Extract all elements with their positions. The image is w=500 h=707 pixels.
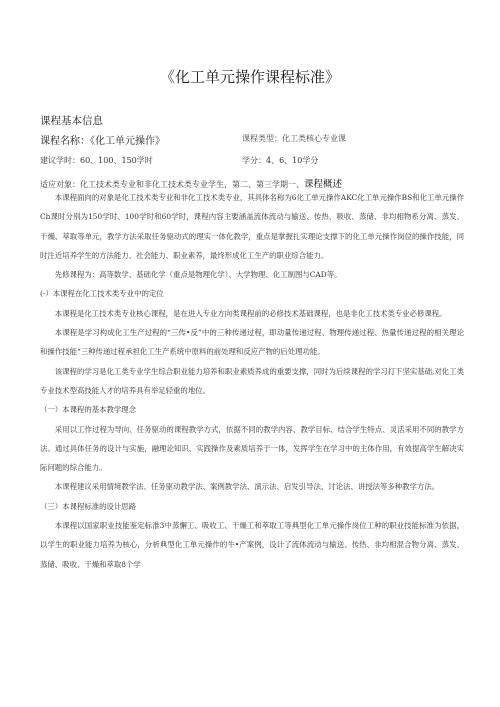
section-heading: 课程基本信息: [40, 115, 103, 127]
course-type: 课程类型：化工类核心专业课: [242, 134, 346, 143]
paragraph: 本课程以国家职业技能鉴定标准3中蒸懈工、吸收工、干燥工和萃取工等典型化工单元操作岗位工种的职业技能标准为依据，以学生的职业能力培养为核心，分析典型化工单元操作的牛•产案例，设计了流体流动与输送、传热、非均相混合物分离、蒸发、蒸储、吸收、干燥和萃取8个学: [40, 521, 464, 569]
info-row-hours: [40, 155, 319, 166]
subsection-heading: （一）本课程的基本教学理念: [40, 405, 137, 415]
course-credits: 学分：4、6、10学分: [242, 156, 319, 165]
course-audience: 适应对象：化工技术类专业和非化工技术类专业学生，第二、第三学期一、: [40, 180, 304, 189]
paragraph: 本课程是化工技术类专业核心课程，是在进入专业方向类课程前的必修技术基础课程，也是非化工技术类专业必修课程。: [54, 308, 447, 318]
document-title: 《化工单元操作课程标准》: [159, 68, 340, 86]
document-body: [40, 188, 464, 574]
course-name: 课程名称：《化工单元操作》: [40, 136, 165, 147]
overview-heading: 课程概述: [304, 179, 343, 190]
paragraph: 该课程的学习是化工类专业学生综合职业能力培养和职业素质养成的重要支撑，同时为后续课程的学习打下坚实基础,对化工类专业技术型高技能人才的培养具有举足轻重的地位。: [40, 366, 464, 395]
info-row-name: [40, 132, 346, 147]
paragraph: 采用以工作过程为导向、任务驱动的课程教学方式，依据不同的教学内容、教学目标、结合学生特点、灵活采用不同的教学方法。通过具体任务的设计与实施，融理论知识、实践操作及素质培养于一体，发挥学生在学习中的主体作用，有效提高学生解决实际问题的综合能力。: [40, 424, 464, 473]
subsection-heading: (-）本课程在化工技术类专业中的定位: [40, 289, 164, 299]
paragraph: 本课程是学习构成化工生产过程的“三传•反”中的三种传递过程，即动量传递过程、物理传递过程、热量传递过程的相关理论和操作技能“三种传递过程承担化工生产系统中原料的前处理和反应产物的后处理功能。: [40, 328, 464, 357]
course-hours: 建议学时：60、100、150学时: [40, 156, 153, 165]
paragraph: 先修课程为：高等数学、基础化学（重点是物理化学）、大学物理、化工制图与CAD等。: [54, 270, 342, 280]
paragraph: 本课程建议采用情境教学法、任务驱动教学法、案例教学法、演示法、启发引导法、讨论法、讲授法等多种教学方法。: [54, 482, 440, 492]
subsection-heading: （三）本课程标准的设计思路: [40, 501, 137, 511]
paragraph: 本课程面向的对象是化工技术类专业和非化工技术类专业，其具体名称为6化工单元操作AKC化工单元操作BS和化工单元操作Ch课时分别为150学时、100学时和60学时，课程内容主要涵盖流体流动与输送、传热、吸收、蒸储、非均相物系分离、蒸发、干燥、萃取等单元，教学方法采取任务驱动式的理实一体化教学，重点是掌握扎实理论支撑下的化工单元操作岗位的操作技能，同时注近培养学生的方法能力、社会能力、职业素养，最终形成化工生产的职业综合能力。: [40, 193, 464, 260]
